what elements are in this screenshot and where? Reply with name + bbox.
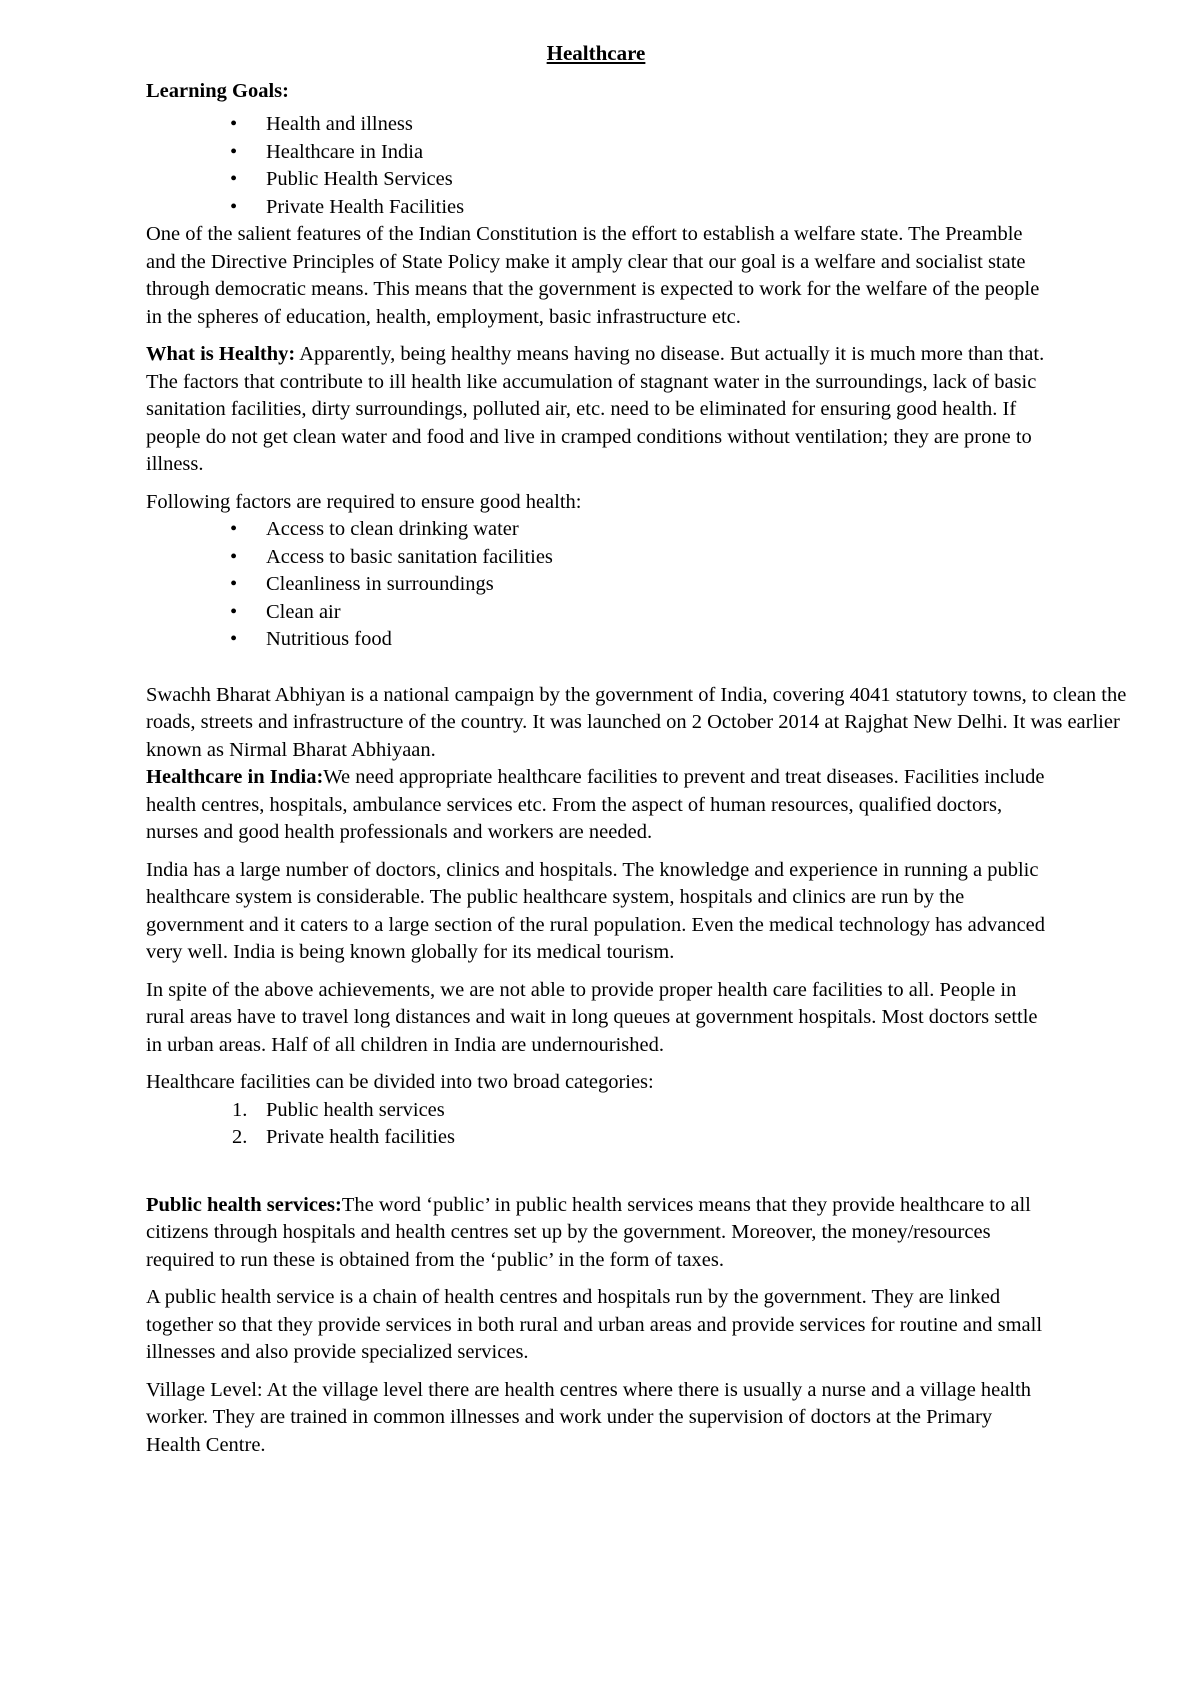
bullet-icon: • — [230, 140, 238, 163]
page-title: Healthcare — [546, 41, 646, 65]
factors-list — [146, 516, 1146, 654]
categories-lead: Healthcare facilities can be divided into two broad categories: — [146, 1071, 654, 1093]
factors-lead: Following factors are required to ensure good health: — [146, 490, 582, 513]
bullet-icon: • — [230, 628, 238, 650]
bullet-icon: • — [230, 113, 238, 135]
list-item: • Access to basic sanitation facilities — [146, 544, 1146, 572]
healthcare-in-india-label: Healthcare in India: — [146, 766, 324, 788]
learning-goals-list — [146, 111, 1146, 221]
list-item: • Clean air — [146, 599, 1146, 627]
bullet-icon: • — [230, 195, 238, 218]
bullet-icon: • — [230, 518, 238, 540]
list-item: • Healthcare in India — [146, 139, 1146, 167]
spacer — [146, 654, 1146, 682]
learning-goals-heading: Learning Goals: — [146, 79, 289, 102]
categories-list — [146, 1097, 1146, 1152]
what-is-healthy-text: Apparently, being healthy means having no disease. But actually it is much more than that. The factors that contribute to ill health like accumulation of stagnant water in the surroundings, lack of basic sanitation facilities, dirty surroundings, polluted air, etc. need to be eliminated for ensuring good health. If people do not get clean water and food and live in cramped conditions without ventilation; they are prone to illness. — [146, 343, 1045, 475]
list-item: • Nutritious food — [146, 626, 1146, 654]
india-doctors-paragraph: India has a large number of doctors, clinics and hospitals. The knowledge and experience in running a public healthcare system is considerable. The public healthcare system, hospitals and clinics are run by the government and it caters to a large section of the rural population. Even the medical technology has advanced very well. India is being known globally for its medical tourism. — [146, 858, 1046, 963]
list-item: • Cleanliness in surroundings — [146, 571, 1146, 599]
in-spite-paragraph: In spite of the above achievements, we are not able to provide proper health care facilities to all. People in rural areas have to travel long distances and wait in long queues at government hospitals. Most doctors settle in urban areas. Half of all children in India are undernourished. — [146, 978, 1038, 1056]
bullet-icon: • — [230, 168, 238, 190]
swachh-bharat-paragraph: Swachh Bharat Abhiyan is a national campaign by the government of India, covering 4041 statutory towns, to clean the roads, streets and infrastructure of the country. It was launched on 2 October 2014 at Rajghat New Delhi. It was earlier known as Nirmal Bharat Abhiyaan. — [146, 683, 1127, 761]
public-health-services-text: The word ‘public’ in public health services means that they provide healthcare to all citizens through hospitals and health centres set up by the government. Moreover, the money/resources required to run these is obtained from the ‘public’ in the form of taxes. — [146, 1193, 1031, 1271]
healthcare-in-india-text: We need appropriate healthcare facilities to prevent and treat diseases. Facilities include health centres, hospitals, ambulance services etc. From the aspect of human resources, qualified doctors, nurses and good health professionals and workers are needed. — [146, 766, 1045, 843]
village-level-paragraph: Village Level: At the village level there are health centres where there is usually a nurse and a village health worker. They are trained in common illnesses and work under the supervision of doctors at the Primary Health Centre. — [146, 1378, 1032, 1456]
bullet-icon: • — [230, 545, 238, 568]
spacer — [146, 1152, 1146, 1192]
what-is-healthy-paragraph — [146, 341, 1046, 479]
healthcare-in-india-paragraph — [146, 764, 1046, 847]
list-item: • Health and illness — [146, 111, 1146, 139]
bullet-icon: • — [230, 600, 238, 623]
list-item: • Public Health Services — [146, 166, 1146, 194]
document-page — [146, 40, 1146, 1469]
list-item: 1. Public health services — [232, 1098, 445, 1121]
chain-paragraph: A public health service is a chain of health centres and hospitals run by the government. They are linked together so that they provide services in both rural and urban areas and provide services for routine and small illnesses and also provide specialized services. — [146, 1286, 1043, 1363]
intro-paragraph: One of the salient features of the Indian Constitution is the effort to establish a welfare state. The Preamble and the Directive Principles of State Policy make it amply clear that our goal is a welfare and socialist state through democratic means. This means that the government is expected to work for the welfare of the people in the spheres of education, health, employment, basic infrastructure etc. — [146, 223, 1040, 328]
what-is-healthy-label: What is Healthy: — [146, 343, 296, 365]
list-item: • Private Health Facilities — [146, 194, 1146, 222]
list-item: • Access to clean drinking water — [146, 516, 1146, 544]
public-health-services-paragraph — [146, 1192, 1046, 1275]
list-item: 2. Private health facilities — [232, 1126, 455, 1148]
public-health-services-label: Public health services: — [146, 1193, 342, 1216]
bullet-icon: • — [230, 573, 238, 595]
